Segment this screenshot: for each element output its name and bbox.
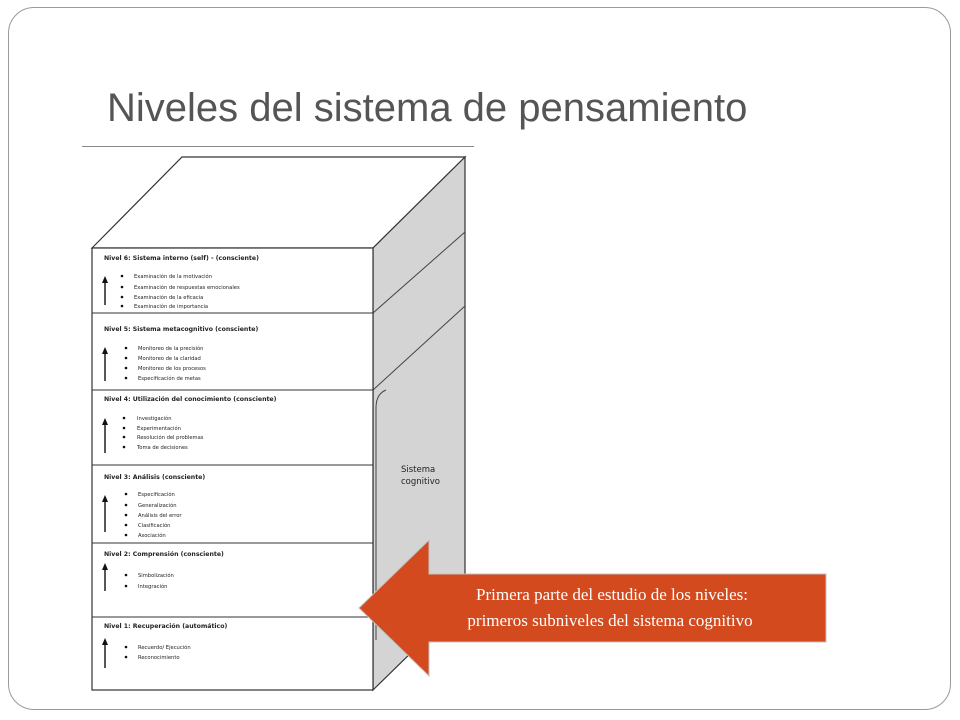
bullet-icon [125,357,128,360]
level-2-item: Simbolización [138,573,174,579]
bullet-icon [125,367,128,370]
level-6-item: Examinación de importancia [134,304,209,310]
bullet-icon [125,656,128,659]
bullet-icon [125,493,128,496]
side-label-line2: cognitivo [401,477,440,487]
bullet-icon [125,534,128,537]
bullet-icon [125,585,128,588]
level-5-item: Especificación de metas [138,376,201,382]
bullet-icon [123,427,126,430]
level-4-item: Toma de decisiones [137,445,188,451]
level-5-item: Monitoreo de los procesos [138,366,206,372]
bullet-icon [125,377,128,380]
bullet-icon [125,347,128,350]
level-6-title: Nivel 6: Sistema interno (self) - (consciente) [104,255,259,262]
level-6-item: Examinación de la eficacia [134,295,204,301]
bullet-icon [121,296,124,299]
level-3-item: Asociación [138,533,166,539]
level-6-item: Examinación de respuestas emocionales [134,285,240,291]
level-3-item: Clasificación [138,523,171,529]
bullet-icon [123,446,126,449]
level-6-item: Examinación de la motivación [134,274,212,280]
level-4-item: Resolución del problemas [137,435,204,441]
level-2-title: Nivel 2: Comprensión (consciente) [104,551,224,558]
bullet-icon [125,524,128,527]
callout-line1: Primera parte del estudio de los niveles: [476,585,748,604]
level-3-item: Especificación [138,492,175,498]
bullet-icon [125,574,128,577]
level-1-title: Nivel 1: Recuperación (automático) [104,623,228,630]
side-label-line1: Sistema [401,465,436,475]
level-3-item: Generalización [138,503,177,509]
level-1-item: Recuerdo/ Ejecución [138,645,191,651]
bullet-icon [121,305,124,308]
level-3-title: Nivel 3: Análisis (consciente) [104,474,206,481]
level-4-item: Investigación [137,416,172,422]
level-5-item: Monitoreo de la claridad [138,356,201,362]
bullet-icon [123,436,126,439]
callout-line2: primeros subniveles del sistema cognitivo [467,611,753,630]
level-1-item: Reconocimiento [138,655,180,661]
bullet-icon [121,286,124,289]
callout-arrow [359,540,826,676]
level-3-item: Análisis del error [138,513,182,519]
bullet-icon [125,514,128,517]
bullet-icon [125,646,128,649]
level-4-title: Nivel 4: Utilización del conocimiento (consciente) [104,396,277,403]
slide-title: Niveles del sistema de pensamiento [107,86,748,130]
bullet-icon [121,275,124,278]
bullet-icon [123,417,126,420]
bullet-icon [125,504,128,507]
level-4-item: Experimentación [137,426,181,432]
level-5-item: Monitoreo de la precisión [138,346,204,352]
level-2-item: Integración [138,584,168,590]
level-5-title: Nivel 5: Sistema metacognitivo (consciente) [104,326,259,333]
